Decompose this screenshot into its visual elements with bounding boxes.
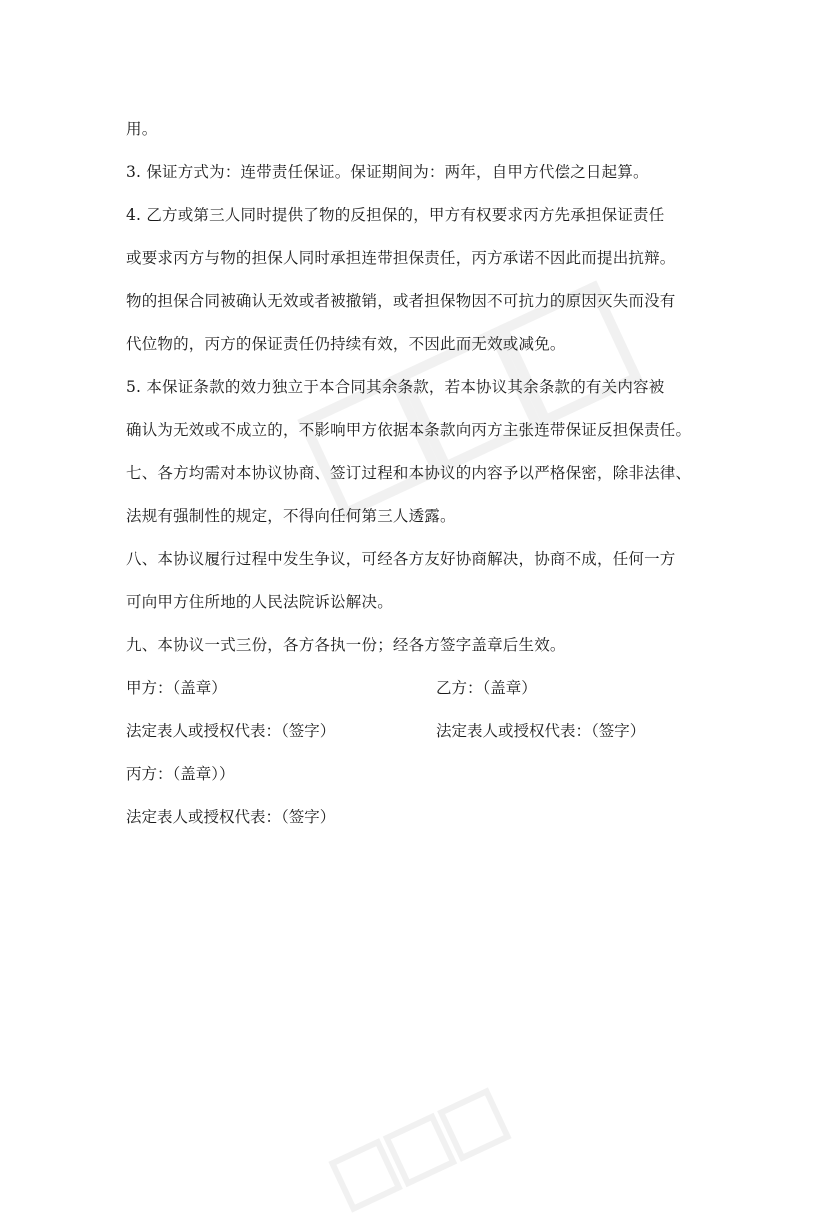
clause-5-line-2: 确认为无效或不成立的，不影响甲方依据本条款向丙方主张连带保证反担保责任。 xyxy=(126,421,692,439)
section-7-line-1: 七、各方均需对本协议协商、签订过程和本协议的内容予以严格保密，除非法律、 xyxy=(126,464,692,482)
document-body xyxy=(126,108,726,839)
watermark-logo-bottom xyxy=(326,1085,514,1215)
party-c-representative: 法定表人或授权代表：（签字） xyxy=(126,808,336,826)
clause-4-line-1: 4. 乙方或第三人同时提供了物的反担保的，甲方有权要求丙方先承担保证责任 xyxy=(126,206,665,224)
signature-row-2 xyxy=(126,710,726,753)
party-c-seal: 丙方：（盖章）） xyxy=(126,765,235,783)
signature-row-1 xyxy=(126,667,726,710)
clause-4-line-2: 或要求丙方与物的担保人同时承担连带担保责任，丙方承诺不因此而提出抗辩。 xyxy=(126,249,676,267)
clause-5-line-1: 5. 本保证条款的效力独立于本合同其余条款，若本协议其余条款的有关内容被 xyxy=(126,378,665,396)
signature-row-3 xyxy=(126,753,726,796)
clause-3-line-1: 3. 保证方式为：连带责任保证。保证期间为：两年，自甲方代偿之日起算。 xyxy=(126,163,649,181)
section-7-line-2: 法规有强制性的规定，不得向任何第三人透露。 xyxy=(126,507,456,525)
party-a-seal: 甲方：（盖章） xyxy=(126,679,227,697)
clause-4-line-3: 物的担保合同被确认无效或者被撤销，或者担保物因不可抗力的原因灭失而没有 xyxy=(126,292,676,310)
section-9-line-1: 九、本协议一式三份，各方各执一份；经各方签字盖章后生效。 xyxy=(126,636,566,654)
section-8-line-1: 八、本协议履行过程中发生争议，可经各方友好协商解决，协商不成，任何一方 xyxy=(126,550,676,568)
clause-4-line-4: 代位物的，丙方的保证责任仍持续有效，不因此而无效或减免。 xyxy=(126,335,566,353)
section-8-line-2: 可向甲方住所地的人民法院诉讼解决。 xyxy=(126,593,393,611)
party-a-representative: 法定表人或授权代表：（签字） xyxy=(126,722,336,740)
signature-row-4 xyxy=(126,796,726,839)
party-b-seal: 乙方：（盖章） xyxy=(436,679,537,697)
text-line: 用。 xyxy=(126,120,158,138)
party-b-representative: 法定表人或授权代表：（签字） xyxy=(436,722,646,740)
